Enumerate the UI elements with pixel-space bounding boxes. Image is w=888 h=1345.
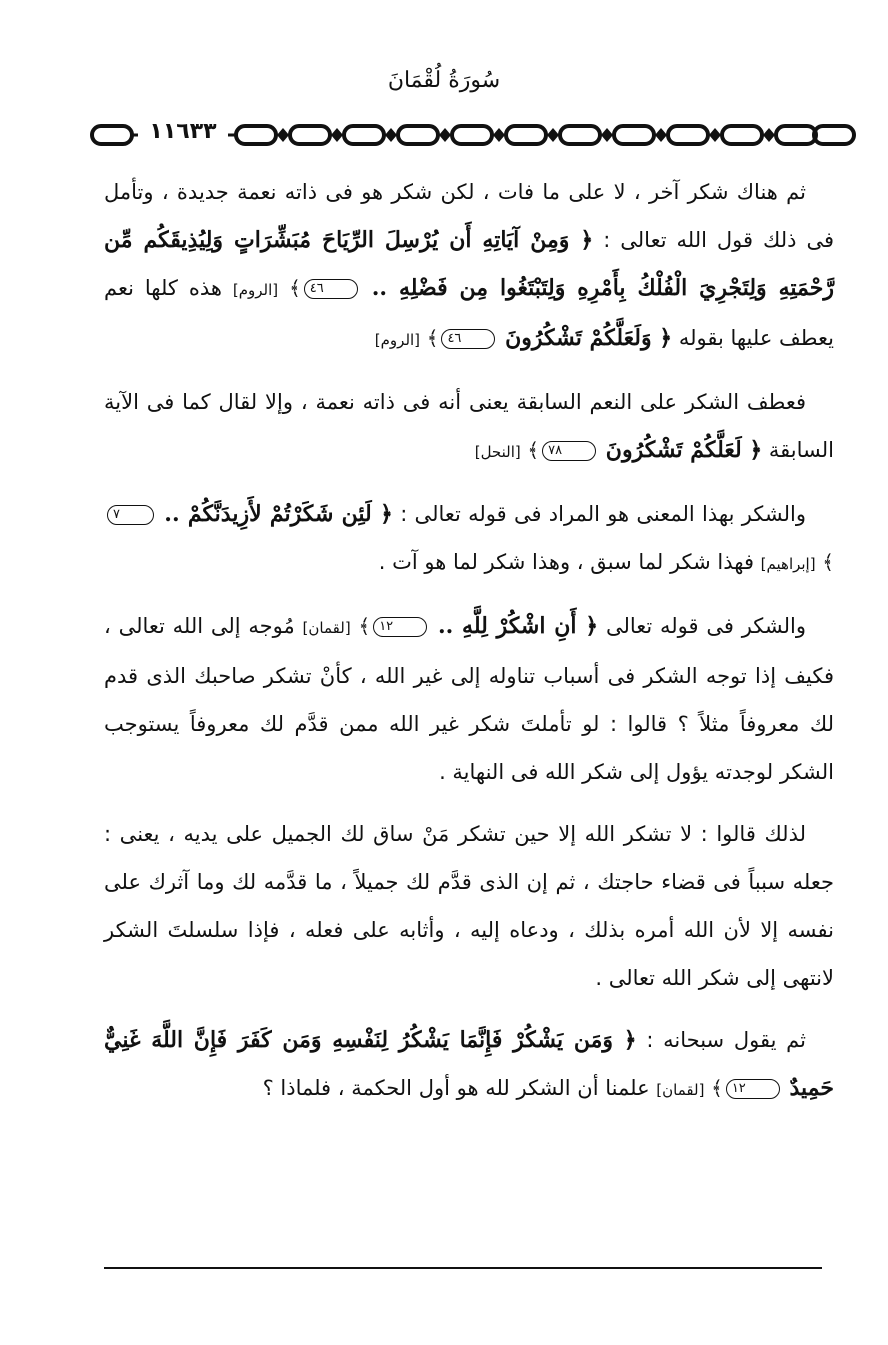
paragraph [104, 602, 834, 796]
paragraph [104, 168, 834, 364]
quran-verse: ﴿ وَمَن يَشْكُرْ فَإِنَّمَا يَشْكُرُ لِنَفْسِهِ وَمَن كَفَرَ فَإِنَّ اللَّهَ غَنِيٌّ حَمِيدٌ [104, 1027, 834, 1101]
quran-verse: ﴿ وَلَعَلَّكُمْ تَشْكُرُونَ [505, 325, 673, 351]
footer-rule [104, 1267, 822, 1269]
text: والشكر فى قوله تعالى [605, 614, 806, 638]
bracket-icon: ﴾ [527, 438, 540, 462]
surah-reference: [الروم] [232, 281, 279, 299]
bracket-icon: ﴾ [358, 614, 371, 638]
quran-verse: ﴿ وَمِنْ آيَاتِهِ أَن يُرْسِلَ الرِّيَاحَ مُبَشِّرَاتٍ وَلِيُذِيقَكُم مِّن رَّحْمَتِهِ وَلِتَجْرِيَ الْفُلْكُ بِأَمْرِهِ وَلِتَبْتَغُوا مِن فَضْلِهِ .. [104, 227, 834, 301]
text: فهذا شكر لما سبق ، وهذا شكر لما هو آت . [378, 550, 754, 574]
bracket-icon: ﴾ [822, 550, 834, 574]
text: لذلك قالوا : لا تشكر الله إلا حين تشكر مَنْ ساق لك الجميل على يديه ، يعنى : جعله سبباً فى قضاء حاجتك ، ثم إن الذى قدَّم لك جميلاً ، ما قدَّمه لك وما آثرك على نفسه إلا لأن الله أمره بذلك ، ودعاه إليه ، وأثابه على فعله ، فإذا سلسلتَ الشكر لانتهى إلى شكر الله تعالى . [104, 822, 834, 990]
quran-verse: ﴿ لَعَلَّكُمْ تَشْكُرُونَ [605, 437, 763, 463]
verse-number: ١٢ [726, 1079, 780, 1099]
verse-number: ٤٦ [441, 329, 495, 349]
verse-number: ٧ [107, 505, 154, 525]
text: علمنا أن الشكر لله هو أول الحكمة ، فلماذا ؟ [262, 1076, 650, 1100]
verse-number: ٧٨ [542, 441, 596, 461]
page-number: ١١٦٣٣ [138, 119, 228, 144]
text: ثم هناك شكر آخر ، لا على ما فات ، لكن شكر هو فى ذاته نعمة جديدة ، وتأمل فى ذلك قول الله تعالى : [104, 180, 834, 252]
paragraph [104, 1016, 834, 1114]
bracket-icon: ﴾ [711, 1076, 723, 1100]
verse-number: ٤٦ [304, 279, 358, 299]
body-text [104, 168, 834, 1128]
paragraph [104, 810, 834, 1002]
surah-reference: [الروم] [374, 331, 421, 349]
surah-reference: [لقمان] [302, 619, 351, 637]
bracket-icon: ﴾ [426, 326, 439, 350]
paragraph [104, 378, 834, 476]
text: هذه كلها نعم يعطف عليها بقوله [104, 276, 834, 350]
paragraph [104, 490, 834, 588]
surah-reference: [النحل] [474, 443, 521, 461]
bracket-icon: ﴾ [289, 276, 301, 300]
text: مُوجه إلى الله تعالى ، فكيف إذا توجه الشكر فى أسباب تناوله إلى غير الله ، كأنْ تشكر صاحبك الذى قدم لك معروفاً مثلاً ؟ قالوا : لو تأملتَ شكر غير الله ممن قدَّم لك معروفاً يستوجب الشكر لوجدته يؤول إلى شكر الله فى النهاية . [104, 614, 834, 784]
surah-reference: [لقمان] [656, 1081, 705, 1099]
quran-verse: ﴿ لَئِن شَكَرْتُمْ لأَزِيدَنَّكُمْ .. [164, 501, 393, 527]
surah-title: سُورَةُ لُقْمَانَ [387, 68, 501, 93]
text: فعطف الشكر على النعم السابقة يعنى أنه فى ذاته نعمة ، وإلا لقال كما فى الآية السابقة [104, 390, 834, 462]
surah-reference: [إبراهيم] [760, 555, 816, 573]
quran-verse: ﴿ أَنِ اشْكُرْ لِلَّهِ .. [437, 613, 599, 639]
text: ثم يقول سبحانه : [646, 1028, 806, 1052]
text: والشكر بهذا المعنى هو المراد فى قوله تعالى : [400, 502, 806, 526]
verse-number: ١٢ [373, 617, 427, 637]
